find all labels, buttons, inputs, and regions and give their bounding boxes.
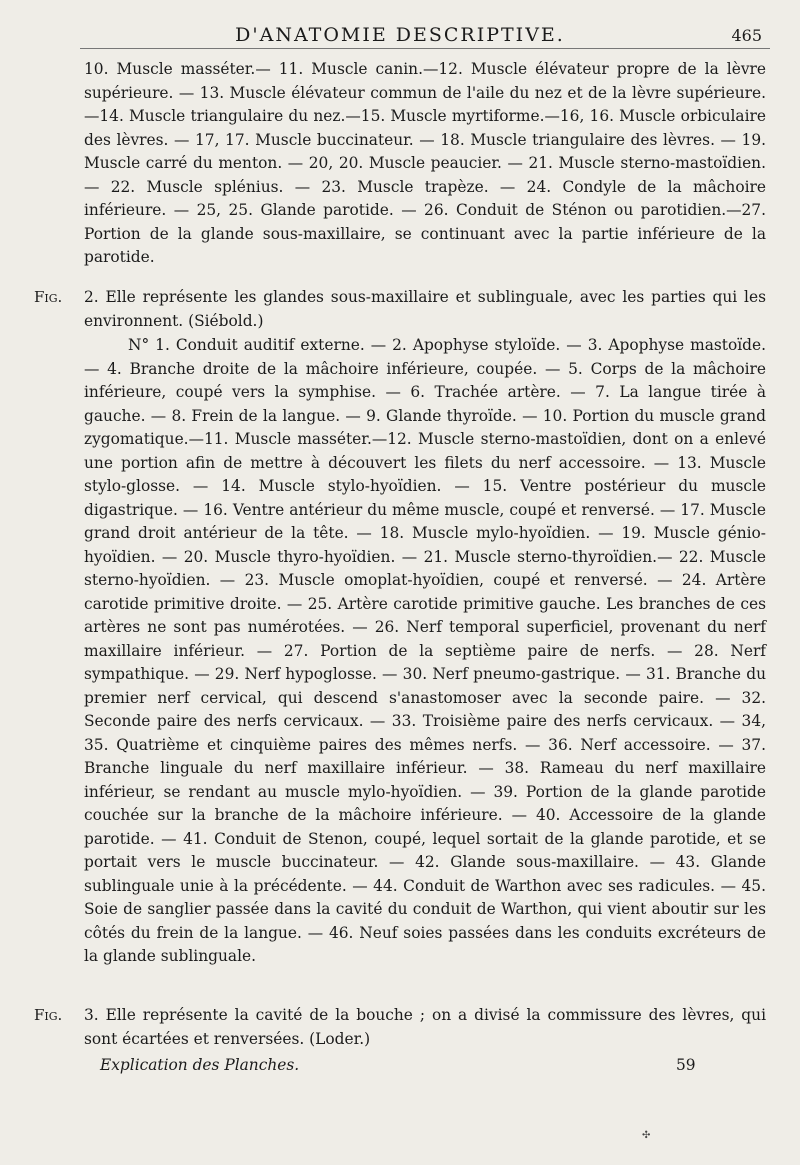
page-number: 465 (731, 26, 762, 45)
fig1-continuation-paragraph: 10. Muscle masséter.— 11. Muscle canin.—12. Muscle élévateur propre de la lèvre supérieure. — 13. Muscle élévateur commun de l'aile du nez et de la lèvre supérieure.—14. Muscle triangulaire du nez.—15. Muscle myrtiforme.—16, 16. Muscle orbiculaire des lèvres. — 17, 17. Muscle buccinateur. — 18. Muscle triangulaire des lèvres. — 19. Muscle carré du menton. — 20, 20. Muscle peaucier. — 21. Muscle sterno-mastoïdien. — 22. Muscle splénius. — 23. Muscle trapèze. — 24. Condyle de la mâchoire inférieure. — 25, 25. Glande parotide. — 26. Conduit de Sténon ou parotidien.—27. Portion de la glande sous-maxillaire, se continuant avec la partie inférieure de la parotide. (84, 60, 766, 266)
printer-mark-icon: ✣ (642, 1130, 651, 1141)
footer-caption: Explication des Planches. (100, 1056, 300, 1074)
page-header-title: D'ANATOMIE DESCRIPTIVE. (235, 24, 565, 46)
fig2-label: Fig. (34, 288, 63, 306)
fig3-paragraph: 3. Elle représente la cavité de la bouche ; on a divisé la commissure des lèvres, qui sont écartées et renversées. (Loder.) (84, 1006, 766, 1048)
signature-mark: 59 (676, 1056, 696, 1074)
fig2-intro-paragraph: 2. Elle représente les glandes sous-maxillaire et sublinguale, avec les parties qui les environnent. (Siébold.) (84, 288, 766, 330)
fig2-legend-paragraph: N° 1. Conduit auditif externe. — 2. Apophyse styloïde. — 3. Apophyse mastoïde. — 4. Branche droite de la mâchoire inférieure, coupée. — 5. Corps de la mâchoire inférieure, coupé vers la symphise. — 6. Trachée artère. — 7. La langue tirée à gauche. — 8. Frein de la langue. — 9. Glande thyroïde. — 10. Portion du muscle grand zygomatique.—11. Muscle masséter.—12. Muscle sterno-mastoïdien, dont on a enlevé une portion afin de mettre à découvert les filets du nerf accessoire. — 13. Muscle stylo-glosse. — 14. Muscle stylo-hyoïdien. — 15. Ventre postérieur du muscle digastrique. — 16. Ventre antérieur du même muscle, coupé et renversé. — 17. Muscle grand droit antérieur de la tête. — 18. Muscle mylo-hyoïdien. — 19. Muscle génio-hyoïdien. — 20. Muscle thyro-hyoïdien. — 21. Muscle sterno-thyroïdien.— 22. Muscle sterno-hyoïdien. — 23. Muscle omoplat-hyoïdien, coupé et renversé. — 24. Artère carotide primitive droite. — 25. Artère carotide primitive gauche. Les branches de ces artères ne sont pas numérotées. — 26. Nerf temporal superficiel, provenant du nerf maxillaire inférieur. — 27. Portion de la septième paire de nerfs. — 28. Nerf sympathique. — 29. Nerf hypoglosse. — 30. Nerf pneumo-gastrique. — 31. Branche du premier nerf cervical, qui descend s'anastomoser avec la seconde paire. — 32. Seconde paire des nerfs cervicaux. — 33. Troisième paire des nerfs cervicaux. — 34, 35. Quatrième et cinquième paires des mêmes nerfs. — 36. Nerf accessoire. — 37. Branche linguale du nerf maxillaire inférieur. — 38. Rameau du nerf maxillaire inférieur, se rendant au muscle mylo-hyoïdien. — 39. Portion de la glande parotide couchée sur la branche de la mâchoire inférieure. — 40. Accessoire de la glande parotide. — 41. Conduit de Stenon, coupé, lequel sortait de la glande parotide, et se portait vers le muscle buccinateur. — 42. Glande sous-maxillaire. — 43. Glande sublinguale unie à la précédente. — 44. Conduit de Warthon avec ses radicules. — 45. Soie de sanglier passée dans la cavité du conduit de Warthon, qui vient aboutir sur les côtés du frein de la langue. — 46. Neuf soies passées dans les conduits excréteurs de la glande sublinguale. (84, 336, 766, 965)
running-header (0, 22, 800, 50)
header-rule (80, 48, 770, 49)
page-footer (100, 1056, 700, 1082)
fig3-label: Fig. (34, 1006, 63, 1024)
